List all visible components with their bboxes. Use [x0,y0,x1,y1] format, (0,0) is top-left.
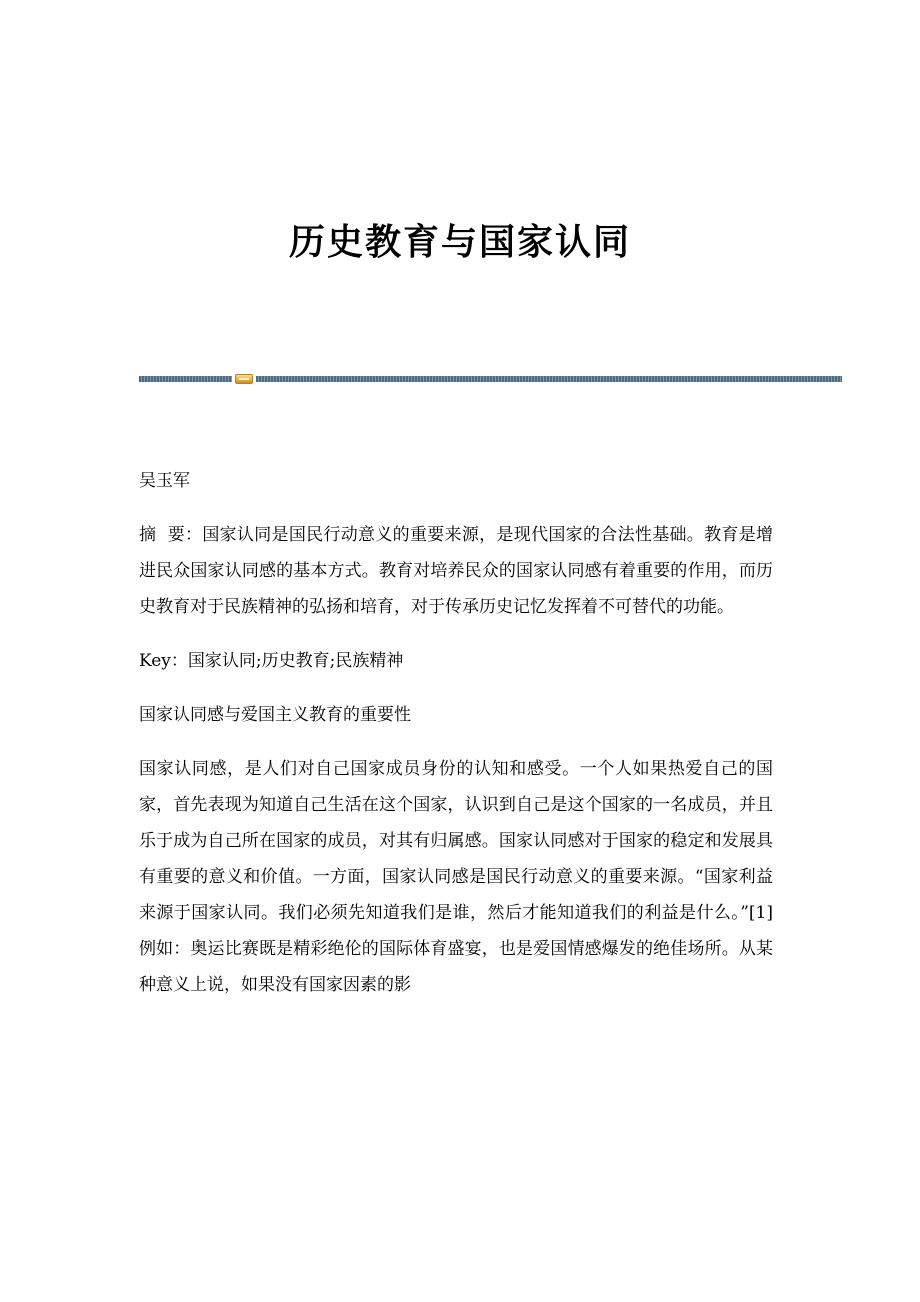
document-body [139,463,773,1021]
section-heading: 国家认同感与爱国主义教育的重要性 [139,705,411,725]
title-divider [139,373,842,385]
divider-bar-right [256,376,842,382]
keywords-line [139,643,773,679]
abstract-label: 摘 要： [139,525,203,545]
keywords-text: 国家认同;历史教育;民族精神 [187,651,404,671]
divider-bar-left [139,376,232,382]
abstract-text: 国家认同是国民行动意义的重要来源，是现代国家的合法性基础。教育是增进民众国家认同感的基本方式。教育对培养民众的国家认同感有着重要的作用，而历史教育对于民族精神的弘扬和培育，对于传承历史记忆发挥着不可替代的功能。 [139,525,774,617]
author-name: 吴玉军 [139,471,190,491]
abstract-paragraph [139,517,773,625]
divider-ornament-icon [235,374,253,384]
document-title: 历史教育与国家认同 [288,221,631,263]
body-paragraph: 国家认同感，是人们对自己国家成员身份的认知和感受。一个人如果热爱自己的国家，首先表现为知道自己生活在这个国家，认识到自己是这个国家的一名成员，并且乐于成为自己所在国家的成员，对其有归属感。国家认同感对于国家的稳定和发展具有重要的意义和价值。一方面，国家认同感是国民行动意义的重要来源。“国家利益来源于国家认同。我们必须先知道我们是谁，然后才能知道我们的利益是什么。”[1]例如：奥运比赛既是精彩绝伦的国际体育盛宴，也是爱国情感爆发的绝佳场所。从某种意义上说，如果没有国家因素的影 [139,759,773,995]
keywords-label: Key： [139,651,188,671]
